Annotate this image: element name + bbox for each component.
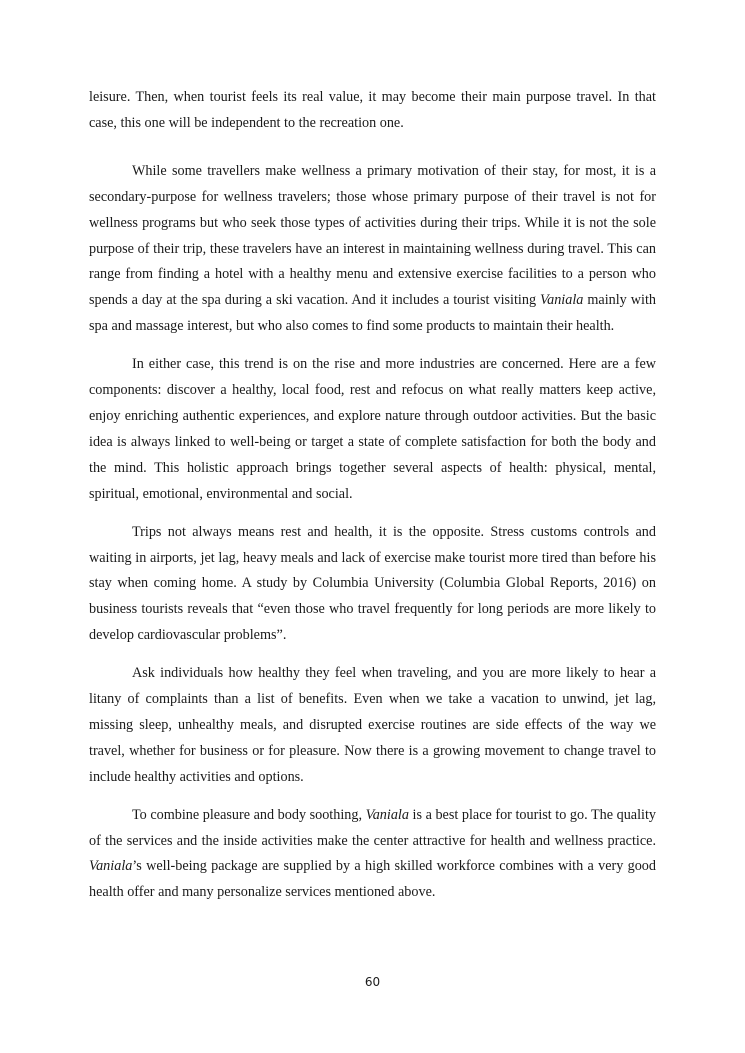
paragraph-trips: Trips not always means rest and health, it is the opposite. Stress customs controls and waiting in airports, jet lag, heavy meals and lack of exercise make tourist more tired than before his stay when coming home. A study by Columbia University (Columbia Global Reports, 2016) on business tourists reveals that “even those who travel frequently for long periods are more likely to develop cardiovascular problems”. <box>89 523 656 644</box>
page-number: 60 <box>364 975 381 989</box>
paragraph-text: While some travellers make wellness a primary motivation of their stay, for most, it is a secondary-purpose for wellness travelers; those whose primary purpose of their travel is not for wellness programs but who seek those types of activities during their trips. While it is not the sole purpose of their trip, these travelers have an interest in maintaining wellness during travel. This can range from finding a hotel with a healthy menu and extensive exercise facilities to a person who spends a day at the spa during a ski vacation. And it includes a tourist visiting <box>89 162 656 309</box>
paragraph-secondary-purpose <box>89 159 656 340</box>
paragraph-complaints: Ask individuals how healthy they feel when traveling, and you are more likely to hear a litany of complaints than a list of benefits. Even when we take a vacation to unwind, jet lag, missing sleep, unhealthy meals, and disrupted exercise routines are side effects of the way we travel, whether for business or for pleasure. Now there is a growing movement to change travel to include healthy activities and options. <box>89 665 656 785</box>
paragraph-text: mainly with spa and massage interest, but who also comes to find some products to maintain their health. <box>89 292 656 335</box>
paragraph-trend: In either case, this trend is on the rise and more industries are concerned. Here are a few components: discover a healthy, local food, rest and refocus on what really matters keep active, enjoy enriching authentic experiences, and explore nature through outdoor activities. But the basic idea is always linked to well-being or target a state of complete satisfaction for both the body and the mind. This holistic approach brings together several aspects of health: physical, mental, spiritual, emotional, environmental and social. <box>89 356 656 502</box>
paragraph-vaniala <box>89 803 656 907</box>
vaniala-italic: Vaniala <box>365 806 409 823</box>
vaniala-italic: Vaniala <box>89 858 133 875</box>
paragraph-text: ’s well-being package are supplied by a high skilled workforce combines with a very good health offer and many personalize services mentioned above. <box>89 858 656 901</box>
vaniala-italic: Vaniala <box>540 292 584 309</box>
paragraph-text: is a best place for tourist to go. The quality of the services and the inside activities make the center attractive for health and wellness practice. <box>89 806 656 849</box>
body-text <box>89 85 656 918</box>
paragraph-text: To combine pleasure and body soothing, <box>132 806 366 823</box>
paragraph-continuation: leisure. Then, when tourist feels its real value, it may become their main purpose travel. In that case, this one will be independent to the recreation one. <box>89 89 656 131</box>
